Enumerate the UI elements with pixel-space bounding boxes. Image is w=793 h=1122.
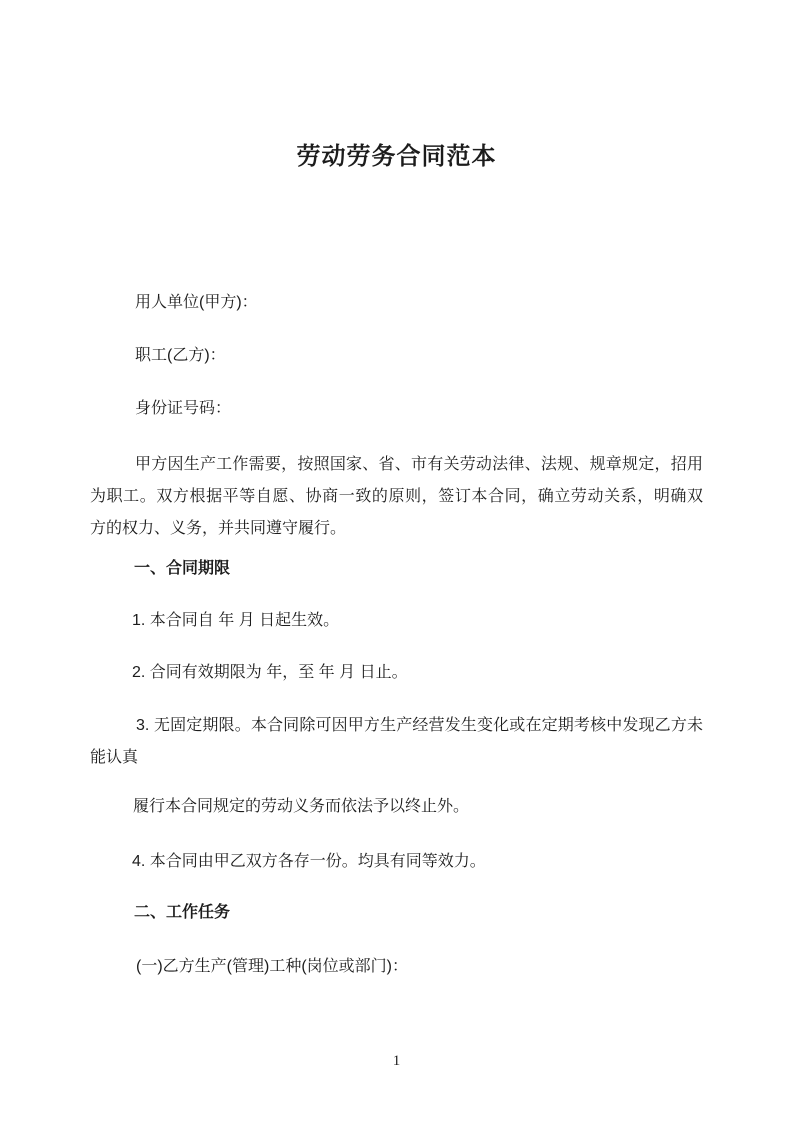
- section-1-item-3-continuation: 履行本合同规定的劳动义务而依法予以终止外。: [133, 798, 470, 815]
- section-1-item-3-line-2: 能认真: [90, 749, 139, 766]
- page-number: 1: [392, 1053, 401, 1069]
- section-1-item-4: 4. 本合同由甲乙双方各存一份。均具有同等效力。: [132, 853, 486, 870]
- section-1-item-2: 2. 合同有效期限为 年，至 年 月 日止。: [132, 664, 408, 681]
- section-2-heading: 二、工作任务: [134, 904, 231, 921]
- section-2-item-1: (一)乙方生产(管理)工种(岗位或部门)：: [136, 958, 408, 975]
- employer-label-line: 用人单位(甲方)：: [135, 294, 258, 311]
- document-title: 劳动劳务合同范本: [296, 143, 497, 170]
- intro-paragraph-line-3: 方的权力、义务，并共同遵守履行。: [90, 520, 347, 537]
- section-1-item-3: [90, 710, 703, 774]
- id-number-label-line: 身份证号码：: [135, 400, 232, 417]
- intro-paragraph-line-2: 为职工。双方根据平等自愿、协商一致的原则，签订本合同，确立劳动关系，明确双: [90, 488, 703, 505]
- section-1-item-1: 1. 本合同自 年 月 日起生效。: [132, 612, 340, 629]
- intro-paragraph: [90, 449, 703, 545]
- employee-label-line: 职工(乙方)：: [135, 347, 226, 364]
- section-1-heading: 一、合同期限: [134, 560, 231, 577]
- intro-paragraph-line-1: 甲方因生产工作需要，按照国家、省、市有关劳动法律、法规、规章规定，招用: [135, 456, 703, 473]
- section-1-item-3-line-1: 3. 无固定期限。本合同除可因甲方生产经营发生变化或在定期考核中发现乙方未: [136, 717, 703, 734]
